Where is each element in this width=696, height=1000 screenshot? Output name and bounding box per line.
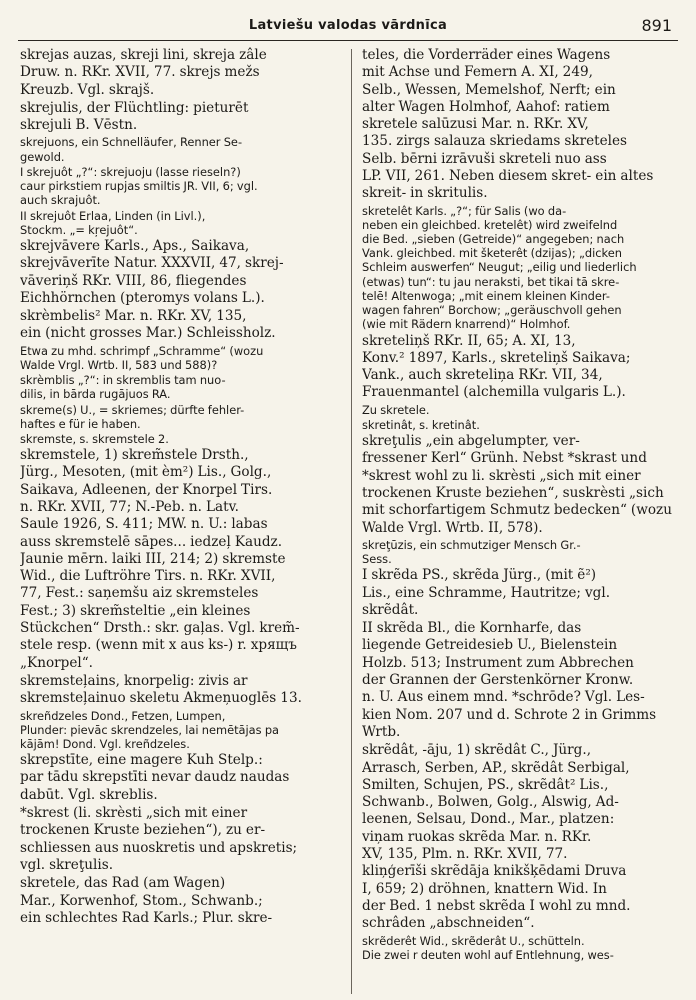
dictionary-entry: teles, die Vorderräder eines Wagens mit Achse und Femern A. XI, 249, Selb., Wessen, Memelshof, Nerft; ein alter Wagen Holmhof, Aahof: ratiem skretele salūzusi Mar. n. RKr. XV, 135. zirgs salauza skriedams skreteles Selb. bērni izrāvuši skreteli nuo ass LP. VII, 261. Neben diesem skret- ein altes skreit- in skritulis. [362,47,654,202]
dictionary-entry: skrepstīte, eine magere Kuh Stelp.: par tādu skrepstīti nevar daudz naudas dabūt. Vgl. skreblis. [20,752,290,803]
dictionary-entry: skreñdzeles Dond., Fetzen, Lumpen, Plunder: pievāc skrendzeles, lai nemētājas pa kājām! Dond. Vgl. kreñdzeles. [20,708,280,751]
dictionary-entry: skrejulis, der Flüchtling: pieturēt skrejuli B. Vēstn. [20,99,249,134]
two-column-body [18,47,678,997]
dictionary-entry: II skrẽda Bl., die Kornharfe, das liegende Getreidesieb U., Bielenstein Holzb. 513; Instrument zum Abbrechen der Grannen der Gerstenkörner Kronw. n. U. Aus einem mnd. *schrōde? Vgl. Les- kien Nom. 207 und d. Schrote 2 in Grimms Wrtb. [362,620,657,740]
dictionary-entry: skreteliņš RKr. II, 65; A. XI, 13, Konv.² 1897, Karls., skreteliņš Saikava; Vank., auch skreteliņa RKr. VII, 34, Frauenmantel (alchemilla vulgaris L.). [362,332,631,401]
dictionary-entry: Zu skretele. [362,402,430,417]
dictionary-entry: skrejas auzas, skreji lini, skreja zâle Druw. n. RKr. XVII, 77. skrejs mežs Kreuzb. Vgl. skrajš. [20,47,267,98]
dictionary-entry: skreţūzis, ein schmutziger Mensch Gr.- Sess. [362,537,581,567]
dictionary-entry: *skrest (li. skrèsti „sich mit einer trockenen Kruste beziehen“), zu er- schliessen aus nuoskretis und apskretis; vgl. skreţulis. [20,805,298,873]
right-column [362,47,684,997]
dictionary-entry: skremsteļains, knorpelig: zivis ar skremsteļainuo skeletu Akmeņuoglēs 13. [20,672,302,707]
dictionary-entry: skretele, das Rad (am Wagen) Mar., Korwenhof, Stom., Schwanb.; ein schlechtes Rad Karls.; Plur. skre- [20,875,273,926]
dictionary-entry: skremstele, 1) skrem̃stele Drsth., Jürg., Mesoten, (mit èm²) Lis., Golg., Saikava, Adleenen, der Knorpel Tirs. n. RKr. XVII, 77; N.-Peb. n. Latv. Saule 1926, S. 411; MW. n. U.: labas auss skremstelē sāpes... iedzeļ Kaudz. Jaunie mērn. laiki III, 214; 2) skremste Wid., die Luftröhre Tirs. n. RKr. XVII, 77, Fest.: saņemšu aiz skremsteles Fest.; 3) skrem̃steltie „ein kleines Stückchen“ Drsth.: skr. gaļas. Vgl. krem̃- stele resp. (wenn mit x aus ks-) r. хрящъ „Knorpel“. [20,447,300,671]
dictionary-entry: skrẽderêt Wid., skrẽderât U., schütteln. Die zwei r deuten wohl auf Entlehnung, wes- [362,933,614,962]
left-column [20,47,342,997]
dictionary-entry: I skrejuôt „?“: skrejuoju (lasse rieseln?) caur pirkstiem rupjas smiltis JR. VII, 6; vgl. auch skrajuôt. [20,164,258,208]
dictionary-entry: skreme(s) U., = skriemes; dürfte fehler- haftes e für ie haben. [20,402,245,431]
dictionary-entry: skretelêt Karls. „?“; für Salis (wo da- neben ein gleichbed. kretelêt) wird zweifelnd die Bed. „sieben (Getreide)“ angegeben; nach Vank. gleichbed. mit šketerêt (dzijas); „dicken Schleim auswerfen“ Neugut; „eilig und liederlich (etwas) tun“: tu jau neraksti, bet tikai tā skre- telē! Altenwoga; „mit einem kleinen Kinder- wagen fahren“ Borchow; „geräuschvoll gehen (wie mit Rädern knarrend)“ Holmhof. [362,203,637,332]
running-title: Latviešu valodas vārdnīca [248,18,448,33]
dictionary-entry: skrèmblis „?“: in skremblis tam nuo- dilis, in bārda rugājuos RA. [20,373,226,402]
dictionary-entry: skremste, s. skremstele 2. [20,431,169,446]
dictionary-entry: I skrẽda PS., skrẽda Jürg., (mit ẽ²) Lis., eine Schramme, Hautritze; vgl. skrẽdât. [362,567,611,618]
dictionary-entry: skretinât, s. kretinât. [362,417,480,432]
page-header [18,14,678,41]
dictionary-entry: skrejuons, ein Schnelläufer, Renner Se- gewold. [20,135,243,164]
dictionary-entry: skrẽdât, -āju, 1) skrẽdât C., Jürg., Arrasch, Serben, AP., skrẽdât Serbigal, Smilten, Schujen, PS., skrẽdât² Lis., Schwanb., Bolwen, Golg., Alswig, Ad- leenen, Selsau, Dond., Mar., platzen: viņam ruokas skrẽda Mar. n. RKr. XV, 135, Plm. n. RKr. XVII, 77. kliņģerīši skrẽdāja knikšķēdami Druva I, 659; 2) dröhnen, knattern Wid. In der Bed. 1 nebst skrẽda I wohl zu mnd. schrâden „abschneiden“. [362,742,631,932]
dictionary-entry: II skrejuôt Erlaa, Linden (in Livl.), Stockm. „= kŗejuôt“. [20,208,206,237]
dictionary-entry: skreţulis „ein abgelumpter, ver- fressener Kerl“ Grünh. Nebst *skrast und *skrest wohl zu li. skrèsti „sich mit einer trockenen Kruste beziehen“, suskrèsti „sich mit schorfartigem Schmutz bedecken“ (wozu Walde Vrgl. Wrtb. II, 578). [362,433,672,536]
dictionary-entry: skrèmbelis² Mar. n. RKr. XV, 135, ein (nicht grosses Mar.) Schleissholz. [20,308,276,342]
dictionary-entry: Etwa zu mhd. schrimpf „Schramme“ (wozu Walde Vrgl. Wrtb. II, 583 und 588)? [20,343,264,372]
page-number: 891 [641,16,672,35]
dictionary-entry: skrejvāvere Karls., Aps., Saikava, skrejvāverīte Natur. XXXVII, 47, skrej- vāveriņš RKr. VIII, 86, fliegendes Eichhörnchen (pteromys volans L.). [20,237,284,306]
column-divider [351,49,352,994]
